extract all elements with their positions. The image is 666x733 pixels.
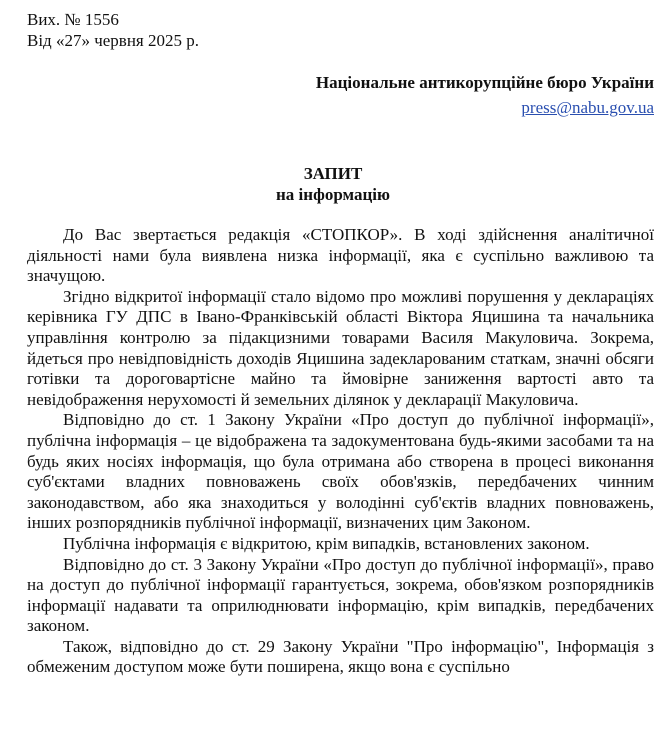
body-paragraph: Відповідно до ст. 1 Закону України «Про доступ до публічної інформації», публічна інформація – це відображена та задокументована будь-якими засобами та на будь яких носіях інформація, що була отримана або створена в процесі виконання суб'єктами владних повноважень своїх обов'язків, передбачених чинним законодавством, або яка знаходиться у володінні суб'єктів владних повноважень, інших розпорядників публічної інформації, визначених цим Законом. bbox=[27, 410, 654, 533]
outgoing-number: Вих. № 1556 bbox=[27, 10, 119, 29]
title-main: ЗАПИТ bbox=[303, 164, 363, 183]
document-title bbox=[0, 163, 666, 205]
title-subtitle: на інформацію bbox=[276, 185, 390, 204]
body-paragraph: До Вас звертається редакція «СТОПКОР». В ході здійснення аналітичної діяльності нами була виявлена низка інформації, яка є суспільно важливою та значущою. bbox=[27, 225, 654, 286]
body-paragraph: Відповідно до ст. 3 Закону України «Про доступ до публічної інформації», право на доступ до публічної інформації гарантується, зокрема, обов'язком розпорядників інформації надавати та оприлюднювати інформацію, крім випадків, передбачених законом. bbox=[27, 554, 654, 636]
letter-date: Від «27» червня 2025 р. bbox=[27, 31, 200, 50]
body-paragraph: Також, відповідно до ст. 29 Закону України "Про інформацію", Інформація з обмеженим доступом може бути поширена, якщо вона є суспільно bbox=[27, 636, 654, 677]
addressee-email-link[interactable]: press@nabu.gov.ua bbox=[521, 98, 654, 117]
letter-meta bbox=[27, 9, 199, 51]
addressee-organization: Національне антикорупційне бюро України bbox=[315, 73, 654, 92]
body-paragraph: Публічна інформація є відкритою, крім випадків, встановлених законом. bbox=[63, 533, 590, 553]
letter-body bbox=[27, 225, 654, 678]
addressee-block bbox=[316, 70, 654, 120]
body-paragraph: Згідно відкритої інформації стало відомо про можливі порушення у деклараціях керівника ГУ ДПС в Івано-Франківській області Віктора Яцишина та начальника управління контролю за підакцизними товарами Василя Макуловича. Зокрема, йдеться про невідповідність доходів Яцишина задекларованим статкам, значні обсяги готівки та дороговартісне майно та ймовірне заниження вартості авто та невідображення нерухомості й земельних ділянок у декларації Макуловича. bbox=[27, 286, 654, 409]
